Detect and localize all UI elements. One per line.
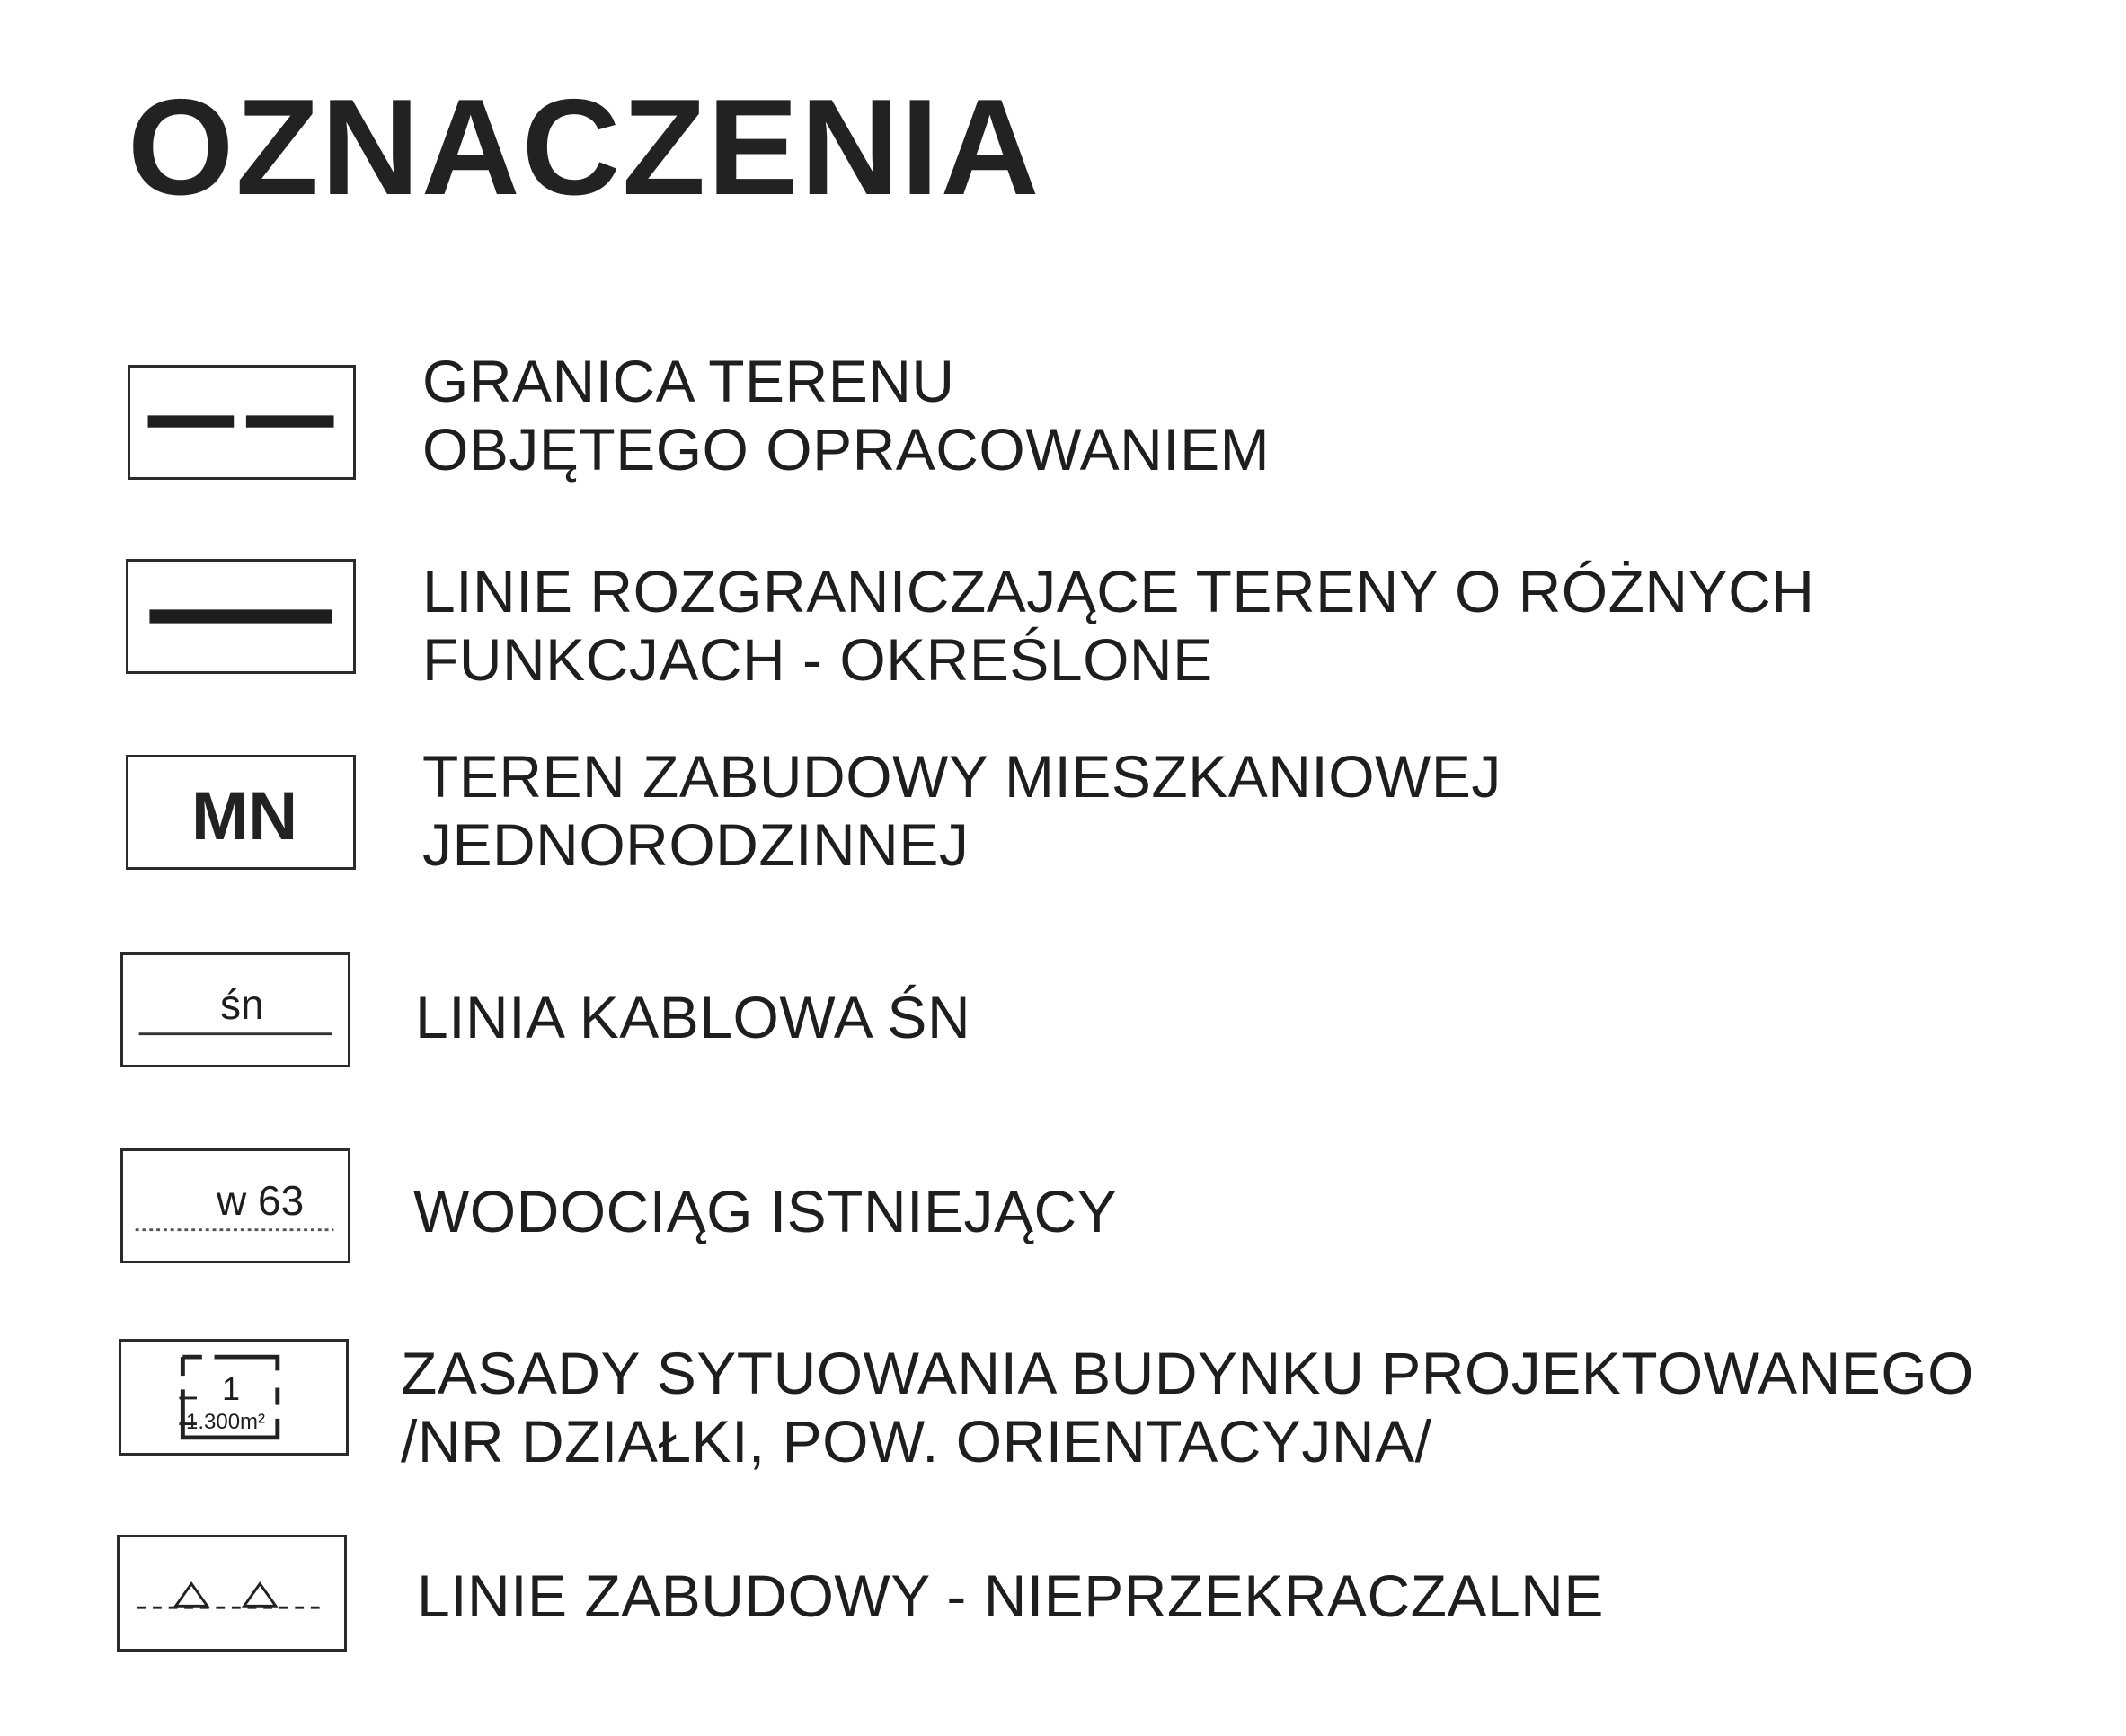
building-symbol-area: 1.300m²: [186, 1410, 266, 1434]
water-symbol-label: w 63: [217, 1177, 305, 1224]
legend-line: OBJĘTEGO OPRACOWANIEM: [422, 416, 1271, 483]
legend-item-water-text: [413, 1177, 1117, 1245]
legend-item-boundary-text: [422, 347, 1270, 483]
legend-line: WODOCIĄG ISTNIEJĄCY: [413, 1178, 1118, 1244]
legend-line: /NR DZIAŁKI, POW. ORIENTACYJNA/: [401, 1408, 1432, 1475]
legend-line: FUNKCJACH - OKREŚLONE: [422, 626, 1213, 693]
building-line-symbol: [117, 1535, 347, 1652]
cable-symbol: [120, 952, 350, 1067]
legend-line: TEREN ZABUDOWY MIESZKANIOWEJ: [422, 743, 1501, 810]
legend-line: GRANICA TERENU: [422, 348, 955, 414]
legend-item-demarcation-text: [422, 557, 1814, 694]
demarcation-symbol: [126, 559, 356, 674]
legend-item-mn-text: [422, 742, 1501, 879]
legend-line: LINIE ZABUDOWY - NIEPRZEKRACZALNE: [417, 1563, 1604, 1629]
legend-line: JEDNORODZINNEJ: [422, 811, 970, 878]
legend-item-building-text: [401, 1339, 1974, 1475]
legend-line: LINIA KABLOWA ŚN: [415, 984, 971, 1050]
water-symbol: [120, 1148, 350, 1263]
legend-line: ZASADY SYTUOWANIA BUDYNKU PROJEKTOWANEGO: [401, 1340, 1974, 1406]
mn-symbol: [126, 755, 356, 870]
boundary-symbol: [128, 365, 356, 480]
legend-item-cable-text: [415, 983, 970, 1051]
legend-title: OZNACZENIA: [128, 71, 1041, 224]
building-symbol-number: 1: [222, 1370, 241, 1407]
building-symbol: [119, 1339, 349, 1456]
legend-line: LINIE ROZGRANICZAJĄCE TERENY O RÓŻNYCH: [422, 558, 1815, 624]
legend-item-building-line-text: [417, 1562, 1604, 1630]
mn-symbol-label: MN: [191, 778, 298, 855]
cable-symbol-label: śn: [220, 981, 264, 1028]
